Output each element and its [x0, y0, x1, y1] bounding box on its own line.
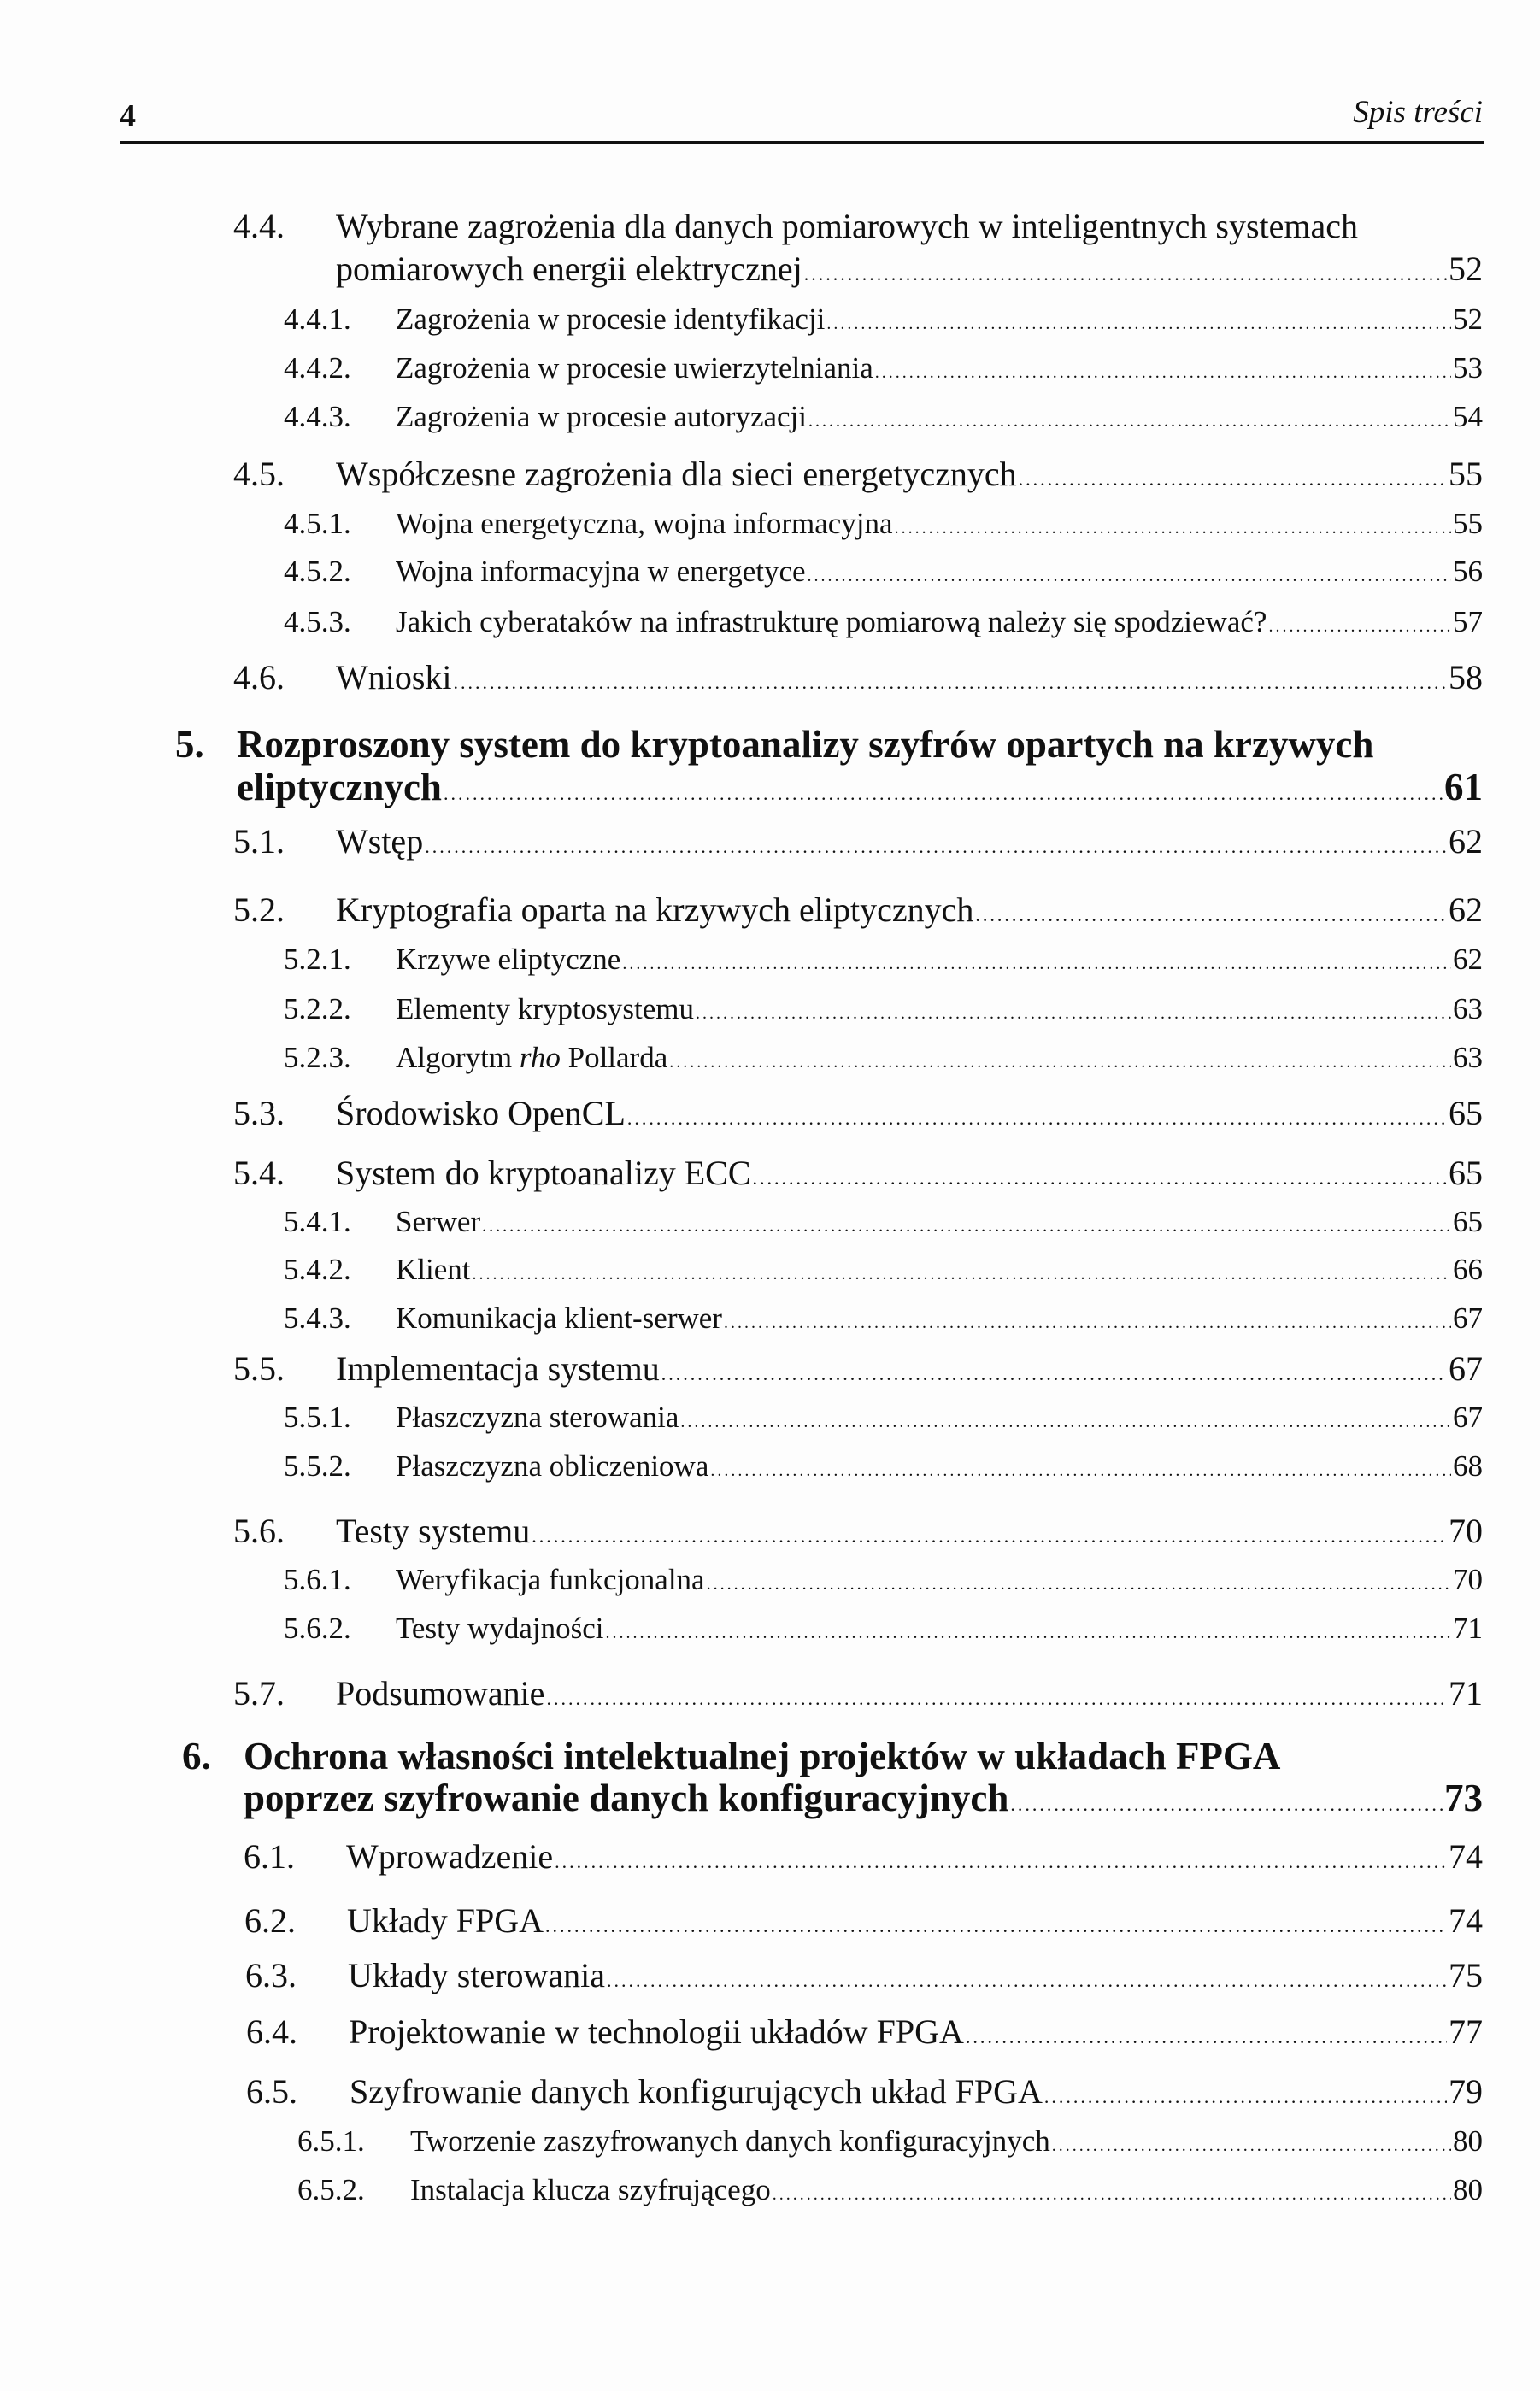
dot-leader — [895, 513, 1451, 543]
toc-entry-title: Elementy kryptosystemu — [396, 992, 694, 1025]
toc-entry-title: Układy FPGA — [347, 1901, 544, 1940]
dot-leader — [555, 1845, 1447, 1879]
dot-leader — [482, 1211, 1451, 1242]
dot-leader — [425, 830, 1447, 864]
toc-entry-page: 54 — [1453, 400, 1483, 433]
toc-entry-page: 67 — [1449, 1349, 1483, 1388]
toc-entry-title: Kryptografia oparta na krzywych eliptycznych — [336, 890, 974, 929]
toc-entry-title: Testy systemu — [336, 1512, 531, 1550]
toc-entry-page: 58 — [1449, 658, 1483, 696]
title-text: Algorytm — [396, 1041, 520, 1074]
toc-entry-page: 65 — [1449, 1154, 1483, 1192]
toc-entry-number: 5.4.3. — [284, 1301, 351, 1335]
toc-entry-page: 52 — [1453, 303, 1483, 336]
dot-leader — [1010, 1784, 1443, 1825]
toc-entry-page: 74 — [1449, 1901, 1483, 1940]
toc-entry-number: 5.6. — [233, 1512, 285, 1550]
dot-leader — [627, 1102, 1447, 1136]
toc-entry-number: 6.5. — [246, 2072, 297, 2111]
dot-leader — [826, 308, 1451, 339]
dot-leader — [444, 773, 1443, 814]
dot-leader — [669, 1047, 1451, 1078]
toc-entry-page: 77 — [1449, 2012, 1483, 2051]
toc-entry-page: 62 — [1449, 822, 1483, 861]
toc-chapter-title-line1: Rozproszony system do kryptoanalizy szyfrów opartych na krzywych — [237, 723, 1374, 766]
toc-entry-page: 55 — [1453, 507, 1483, 540]
dot-leader — [696, 998, 1451, 1029]
toc-entry-title: Wojna energetyczna, wojna informacyjna — [396, 507, 893, 540]
toc-entry-page: 55 — [1449, 455, 1483, 493]
toc-entry-page: 56 — [1453, 555, 1483, 588]
toc-entry-title: Współczesne zagrożenia dla sieci energetycznych — [336, 455, 1017, 493]
toc-entry-number: 5.4.2. — [284, 1253, 351, 1286]
toc-entry-page: 80 — [1453, 2124, 1483, 2158]
toc-entry-number: 5.2.1. — [284, 943, 351, 976]
toc-entry-number: 6.4. — [246, 2012, 297, 2051]
toc-entry-title: Środowisko OpenCL — [336, 1094, 626, 1132]
toc-entry-number: 4.6. — [233, 658, 285, 696]
dot-leader — [975, 898, 1447, 932]
toc-chapter-number: 5. — [175, 723, 204, 766]
toc-entry-title: Szyfrowanie danych konfigurujących układ FPGA — [350, 2072, 1043, 2111]
dot-leader — [532, 1519, 1447, 1554]
dot-leader — [661, 1357, 1447, 1391]
toc-entry-title: Wnioski — [336, 658, 452, 696]
toc-entry-number: 4.5. — [233, 455, 285, 493]
toc-entry-title: Podsumowanie — [336, 1674, 545, 1712]
toc-entry-number: 4.5.1. — [284, 507, 351, 540]
dot-leader — [1019, 462, 1447, 496]
toc-entry-number: 5.5.2. — [284, 1449, 351, 1483]
dot-leader — [804, 257, 1447, 291]
toc-entry-number: 5.2. — [233, 890, 285, 929]
toc-entry-page: 74 — [1449, 1837, 1483, 1876]
dot-leader — [966, 2020, 1447, 2054]
toc-entry-title: Tworzenie zaszyfrowanych danych konfiguracyjnych — [410, 2124, 1050, 2158]
title-italic-text: rho — [519, 1041, 561, 1074]
toc-chapter-title-line2: poprzez szyfrowanie danych konfiguracyjnych — [244, 1777, 1009, 1819]
dot-leader — [710, 1455, 1451, 1486]
toc-entry-page: 62 — [1453, 943, 1483, 976]
dot-leader — [1044, 2080, 1447, 2114]
toc-entry-page: 70 — [1449, 1512, 1483, 1550]
toc-entry-title: Krzywe eliptyczne — [396, 943, 621, 976]
toc-chapter-title-line1: Ochrona własności intelektualnej projektów w układach FPGA — [244, 1735, 1281, 1777]
toc-entry-title: Wstęp — [336, 822, 424, 861]
toc-entry-title: Zagrożenia w procesie identyfikacji — [396, 303, 826, 336]
toc-entry-number: 6.5.2. — [297, 2173, 365, 2206]
toc-entry-title — [396, 1043, 667, 1073]
toc-entry-number: 5.7. — [233, 1674, 285, 1712]
toc-entry-title: Wprowadzenie — [346, 1837, 554, 1876]
toc-entry-page: 63 — [1453, 1041, 1483, 1074]
toc-entry-page: 63 — [1453, 992, 1483, 1025]
toc-entry-number: 4.4.1. — [284, 303, 351, 336]
toc-entry-number: 6.2. — [244, 1901, 296, 1940]
toc-entry-title: Zagrożenia w procesie uwierzytelniania — [396, 351, 873, 385]
dot-leader — [1268, 611, 1451, 642]
header-running-title: Spis treści — [1353, 95, 1483, 130]
dot-leader — [622, 949, 1451, 979]
toc-entry-title: Jakich cyberataków na infrastrukturę pomiarową należy się spodziewać? — [396, 605, 1267, 638]
toc-entry-title: Zagrożenia w procesie autoryzacji — [396, 400, 807, 433]
dot-leader — [546, 1682, 1447, 1716]
dot-leader — [808, 406, 1451, 437]
toc-entry-page: 80 — [1453, 2173, 1483, 2206]
dot-leader — [875, 357, 1451, 388]
toc-entry-number: 5.5.1. — [284, 1401, 351, 1434]
toc-entry-page: 67 — [1453, 1401, 1483, 1434]
toc-entry-number: 4.5.2. — [284, 555, 351, 588]
toc-entry-title: System do kryptoanalizy ECC — [336, 1154, 751, 1192]
toc-entry-title: Serwer — [396, 1205, 481, 1238]
toc-entry-page: 65 — [1453, 1205, 1483, 1238]
toc-entry-title: Wojna informacyjna w energetyce — [396, 555, 806, 588]
dot-leader — [472, 1259, 1451, 1289]
toc-entry-number: 5.6.1. — [284, 1563, 351, 1596]
toc-entry-number: 5.5. — [233, 1349, 285, 1388]
dot-leader — [724, 1307, 1451, 1338]
toc-entry-page: 52 — [1449, 250, 1483, 288]
toc-entry-page: 57 — [1453, 605, 1483, 638]
toc-entry-number: 4.4.3. — [284, 400, 351, 433]
dot-leader — [753, 1161, 1447, 1196]
toc-entry-title: Układy sterowania — [348, 1956, 606, 1994]
toc-entry-number: 4.4.2. — [284, 351, 351, 385]
toc-chapter-page: 73 — [1444, 1777, 1483, 1819]
toc-entry-page: 79 — [1449, 2072, 1483, 2111]
dot-leader — [680, 1407, 1451, 1437]
toc-chapter-page: 61 — [1444, 766, 1483, 808]
dot-leader — [773, 2179, 1451, 2210]
toc-entry-title: Testy wydajności — [396, 1612, 604, 1645]
dot-leader — [1052, 2130, 1451, 2161]
toc-entry-page: 65 — [1449, 1094, 1483, 1132]
toc-entry-page: 67 — [1453, 1301, 1483, 1335]
toc-entry-number: 6.5.1. — [297, 2124, 365, 2158]
toc-entry-number: 4.4. — [233, 207, 285, 245]
toc-entry-title-line2: pomiarowych energii elektrycznej — [336, 250, 802, 288]
toc-entry-page: 71 — [1453, 1612, 1483, 1645]
toc-entry-page: 53 — [1453, 351, 1483, 385]
toc-entry-number: 5.2.3. — [284, 1041, 351, 1074]
toc-entry-page: 71 — [1449, 1674, 1483, 1712]
toc-entry-number: 5.1. — [233, 822, 285, 861]
toc-entry-number: 5.3. — [233, 1094, 285, 1132]
toc-entry-number: 5.4. — [233, 1154, 285, 1192]
dot-leader — [607, 1964, 1447, 1998]
toc-chapter-number: 6. — [182, 1735, 211, 1777]
toc-entry-title-line1: Wybrane zagrożenia dla danych pomiarowych w inteligentnych systemach — [336, 207, 1359, 245]
toc-entry-page: 68 — [1453, 1449, 1483, 1483]
toc-entry-number: 6.3. — [245, 1956, 297, 1994]
toc-entry-page: 62 — [1449, 890, 1483, 929]
toc-entry-title: Instalacja klucza szyfrującego — [410, 2173, 771, 2206]
dot-leader — [605, 1618, 1451, 1648]
dot-leader — [808, 561, 1451, 591]
toc-entry-page: 70 — [1453, 1563, 1483, 1596]
toc-entry-title: Komunikacja klient-serwer — [396, 1301, 722, 1335]
title-text: Pollarda — [560, 1041, 668, 1074]
toc-entry-page: 75 — [1449, 1956, 1483, 1994]
toc-entry-title: Płaszczyzna obliczeniowa — [396, 1449, 709, 1483]
toc-entry-title: Implementacja systemu — [336, 1349, 660, 1388]
toc-entry-number: 5.6.2. — [284, 1612, 351, 1645]
toc-entry-number: 4.5.3. — [284, 605, 351, 638]
toc-entry-title: Klient — [396, 1253, 471, 1286]
toc-entry-number: 5.4.1. — [284, 1205, 351, 1238]
dot-leader — [454, 666, 1447, 700]
toc-entry-title: Projektowanie w technologii układów FPGA — [349, 2012, 964, 2051]
toc-entry-page: 66 — [1453, 1253, 1483, 1286]
toc-entry-title: Płaszczyzna sterowania — [396, 1401, 679, 1434]
toc-entry-number: 5.2.2. — [284, 992, 351, 1025]
toc-entry-number: 6.1. — [244, 1837, 295, 1876]
header-rule — [120, 141, 1484, 144]
dot-leader — [545, 1909, 1447, 1943]
toc-chapter-title-line2: eliptycznych — [237, 766, 442, 808]
toc-entry-title: Weryfikacja funkcjonalna — [396, 1563, 705, 1596]
header-page-number: 4 — [120, 98, 136, 134]
dot-leader — [707, 1569, 1451, 1600]
